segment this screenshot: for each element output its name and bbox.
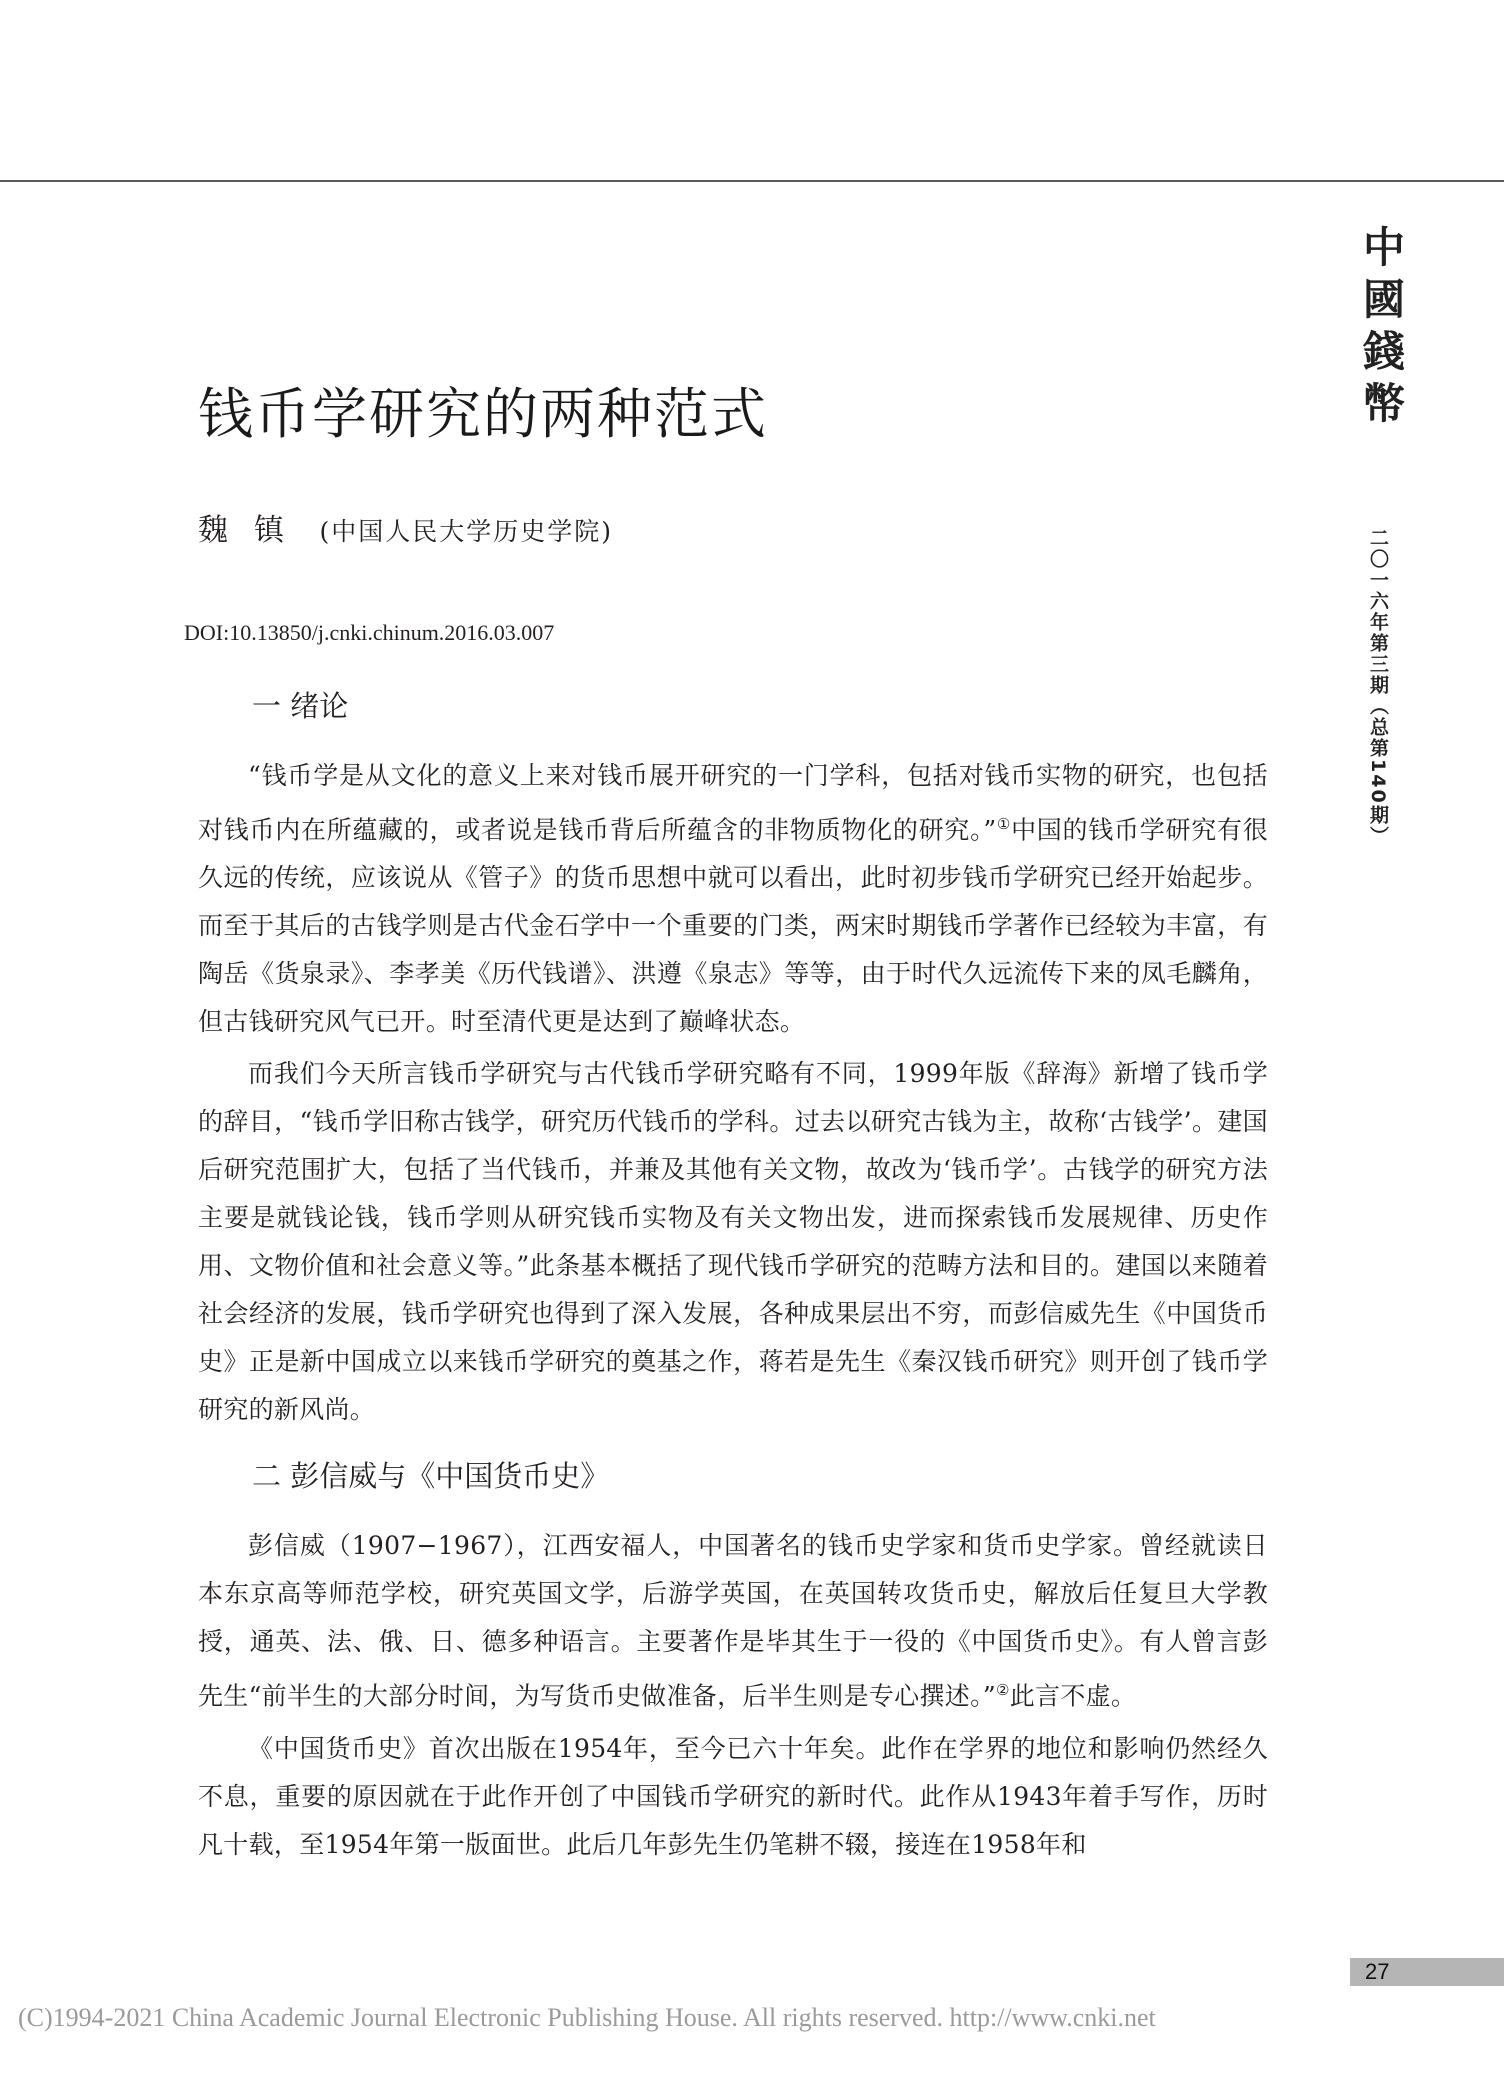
issue-info: 二〇一六年第三期（总第140期）: [1367, 528, 1389, 847]
article-body: [198, 664, 1268, 1873]
footnote-ref[interactable]: ①: [996, 815, 1012, 833]
paragraph: 彭信威（1907−1967），江西安福人，中国著名的钱币史学家和货币史学家。曾经就读日本东京高等师范学校，研究英国文学，后游学英国，在英国转攻货币史，解放后任复旦大学教授，通英、法、俄、日、德多种语言。主要著作是毕其生于一役的《中国货币史》。有人曾言彭先生“前半生的大部分时间，为写货币史做准备，后半生则是专心撰述。”②此言不虚。: [198, 1531, 1268, 1711]
copyright-footer: (C)1994-2021 China Academic Journal Electronic Publishing House. All rights reserved. http://www.cnki.net: [18, 2003, 1156, 2032]
article-title: 钱币学研究的两种范式: [198, 382, 769, 446]
page-number: 27: [1365, 1959, 1390, 1984]
doi: DOI:10.13850/j.cnki.chinum.2016.03.007: [184, 620, 555, 645]
journal-name: 中國錢幣: [1362, 223, 1405, 428]
byline: [198, 505, 613, 549]
footnote-ref[interactable]: ②: [995, 1681, 1010, 1700]
header-rule: [0, 180, 1504, 182]
section-heading: 一 绪论: [252, 689, 349, 723]
paragraph: 而我们今天所言钱币学研究与古代钱币学研究略有不同，1999年版《辞海》新增了钱币学的辞目，“钱币学旧称古钱学，研究历代钱币的学科。过去以研究古钱为主，故称‘古钱学’。建国后研究范围扩大，包括了当代钱币，并兼及其他有关文物，故改为‘钱币学’。古钱学的研究方法主要是就钱论钱，钱币学则从研究钱币实物及有关文物出发，进而探索钱币发展规律、历史作用、文物价值和社会意义等。”此条基本概括了现代钱币学研究的范畴方法和目的。建国以来随着社会经济的发展，钱币学研究也得到了深入发展，各种成果层出不穷，而彭信威先生《中国货币史》正是新中国成立以来钱币学研究的奠基之作，蒋若是先生《秦汉钱币研究》则开创了钱币学研究的新风尚。: [198, 1059, 1268, 1425]
paragraph: 《中国货币史》首次出版在1954年，至今已六十年矣。此作在学界的地位和影响仍然经久不息，重要的原因就在于此作开创了中国钱币学研究的新时代。此作从1943年着手写作，历时凡十载，至1954年第一版面世。此后几年彭先生仍笔耕不辍，接连在1958年和: [198, 1733, 1268, 1859]
section-heading: 二 彭信威与《中国货币史》: [252, 1459, 610, 1494]
paragraph: “钱币学是从文化的意义上来对钱币展开研究的一门学科，包括对钱币实物的研究，也包括对钱币内在所蕴藏的，或者说是钱币背后所蕴含的非物质物化的研究。”①中国的钱币学研究有很久远的传统，应该说从《管子》的货币思想中就可以看出，此时初步钱币学研究已经开始起步。而至于其后的古钱学则是古代金石学中一个重要的门类，两宋时期钱币学著作已经较为丰富，有陶岳《货泉录》、李孝美《历代钱谱》、洪遵《泉志》等等，由于时代久远流传下来的凤毛麟角，但古钱研究风气已开。时至清代更是达到了巅峰状态。: [198, 761, 1268, 1037]
author-name: 魏镇: [198, 513, 310, 548]
author-affiliation: (中国人民大学历史学院): [319, 517, 614, 546]
